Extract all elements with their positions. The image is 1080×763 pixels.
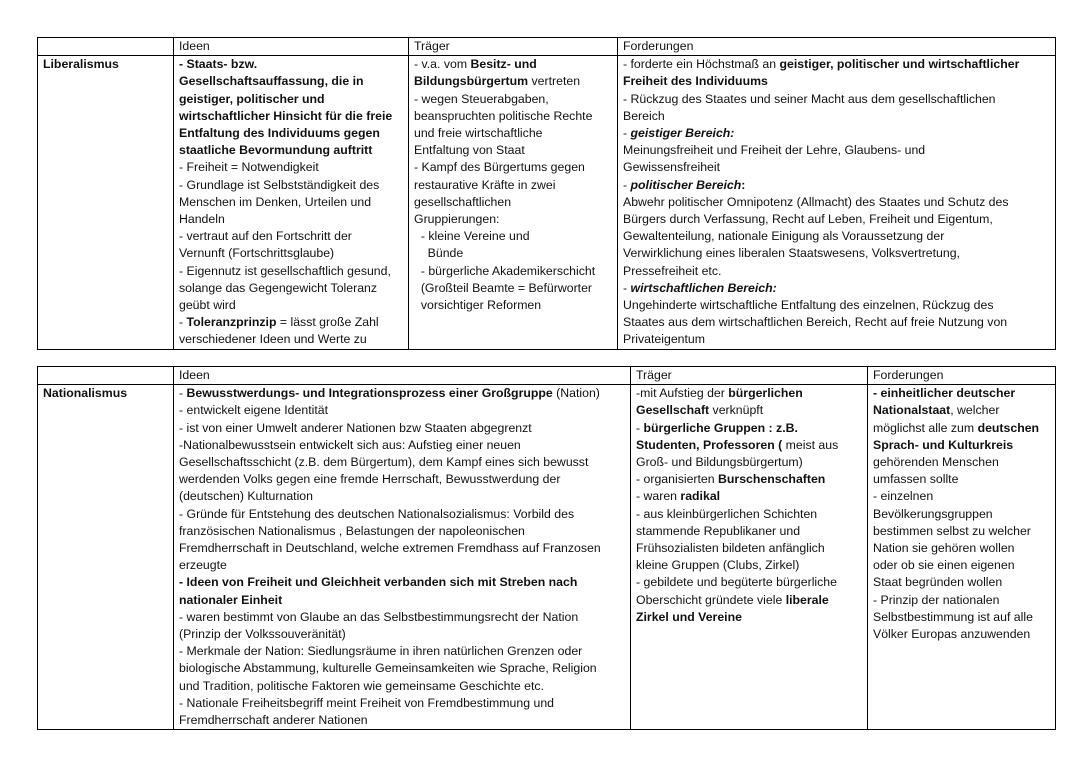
cell-text-line xyxy=(179,488,625,505)
text-segment: (deutschen) Kulturnation xyxy=(179,489,313,504)
text-segment: -mit Aufstieg der xyxy=(636,386,729,401)
text-segment: Besitz- und xyxy=(470,57,537,72)
cell-text-line xyxy=(414,297,612,314)
cell-text-line xyxy=(414,280,612,297)
text-segment: - Merkmale der Nation: Siedlungsräume in ihren natürlichen Grenzen oder xyxy=(179,644,583,659)
text-segment: Handeln xyxy=(179,212,225,227)
cell-text-line xyxy=(179,125,403,142)
text-segment: - xyxy=(179,386,187,401)
cell-text-line xyxy=(873,437,1050,454)
text-segment: - xyxy=(179,315,187,330)
cell-text-line xyxy=(179,695,625,712)
text-segment: Vernunft (Fortschrittsglaube) xyxy=(179,246,335,261)
text-segment: - v.a. vom xyxy=(414,57,471,72)
text-segment: Studenten, Professoren ( xyxy=(636,437,783,452)
cell-text-line xyxy=(636,420,862,437)
cell-text-line xyxy=(179,592,625,609)
text-segment: gehörenden Menschen xyxy=(873,455,999,470)
text-segment: erzeugte xyxy=(179,558,227,573)
cell-text-line xyxy=(636,540,862,557)
text-segment: geistiger, politischer und xyxy=(179,91,325,106)
cell-text-line xyxy=(179,420,625,437)
cell-text-line xyxy=(179,263,403,280)
cell-text-line xyxy=(414,125,612,142)
text-segment: Pressefreiheit etc. xyxy=(623,263,722,278)
text-segment: - aus kleinbürgerlichen Schichten xyxy=(636,506,818,521)
text-segment: Bewusstwerdungs- und Integrationsprozess einer Großgruppe xyxy=(186,386,553,401)
cell-text-line xyxy=(414,263,612,280)
text-segment: verschiedener Ideen und Werte zu xyxy=(179,332,367,347)
cell-text-line xyxy=(414,245,612,262)
header-forderungen: Forderungen xyxy=(868,367,1056,385)
cell-text-line xyxy=(179,108,403,125)
text-segment: Abwehr politischer Omnipotenz (Allmacht) des Staates und Schutz des xyxy=(623,194,1009,209)
text-segment: - Grundlage ist Selbstständigkeit des xyxy=(179,177,380,192)
text-segment: politischer Bereich xyxy=(630,177,742,192)
text-segment: Toleranzprinzip xyxy=(186,315,277,330)
cell-text-line xyxy=(636,506,862,523)
cell-text-line xyxy=(179,314,403,331)
cell-text-line xyxy=(179,245,403,262)
cell-text-line xyxy=(179,643,625,660)
table-row xyxy=(38,385,1056,730)
text-segment: - forderte ein Höchstmaß an xyxy=(623,57,780,72)
text-segment: Freiheit des Individuums xyxy=(623,74,768,89)
header-cell-empty xyxy=(38,367,174,385)
cell-text-line xyxy=(414,91,612,108)
cell-text-line xyxy=(623,263,1050,280)
liberalismus-forderungen-cell xyxy=(618,56,1056,349)
text-segment: Nationalstaat xyxy=(873,403,951,418)
cell-text-line xyxy=(414,211,612,228)
cell-text-line xyxy=(414,56,612,73)
cell-text-line xyxy=(179,56,403,73)
text-segment: Bevölkerungsgruppen xyxy=(873,506,993,521)
cell-text-line xyxy=(414,228,612,245)
text-segment: französischen Nationalismus , Belastungen der napoleonischen xyxy=(179,523,525,538)
text-segment: bürgerlichen xyxy=(728,386,803,401)
cell-text-line xyxy=(414,194,612,211)
cell-text-line xyxy=(623,280,1050,297)
cell-text-line xyxy=(873,488,1050,505)
text-segment: - Nationale Freiheitsbegriff meint Freiheit von Fremdbestimmung und xyxy=(179,695,554,710)
cell-text-line xyxy=(873,385,1050,402)
cell-text-line xyxy=(179,609,625,626)
text-segment: Menschen im Denken, Urteilen und xyxy=(179,194,372,209)
cell-text-line xyxy=(623,331,1050,348)
cell-text-line xyxy=(636,523,862,540)
text-segment: Staat begründen wollen xyxy=(873,575,1003,590)
text-segment: - einheitlicher deutscher xyxy=(873,386,1016,401)
cell-text-line xyxy=(179,280,403,297)
text-segment: wirtschaftlichen Bereich: xyxy=(630,280,777,295)
nationalismus-traeger-cell xyxy=(631,385,868,730)
cell-text-line xyxy=(623,73,1050,90)
text-segment: nationaler Einheit xyxy=(179,592,283,607)
cell-text-line xyxy=(414,142,612,159)
text-segment: - Kampf des Bürgertums gegen xyxy=(414,160,585,175)
row-label-liberalismus: Liberalismus xyxy=(38,56,174,349)
cell-text-line xyxy=(179,331,403,348)
text-segment: - organisierten xyxy=(636,472,719,487)
cell-text-line xyxy=(636,574,862,591)
cell-text-line xyxy=(623,91,1050,108)
cell-text-line xyxy=(636,454,862,471)
text-segment: Selbstbestimmung ist auf alle xyxy=(873,609,1033,624)
cell-text-line xyxy=(873,540,1050,557)
text-segment: kleine Gruppen (Clubs, Zirkel) xyxy=(636,558,800,573)
cell-text-line xyxy=(873,592,1050,609)
text-segment: - gebildete und begüterte bürgerliche xyxy=(636,575,837,590)
cell-text-line xyxy=(623,125,1050,142)
text-segment: Bürgers durch Verfassung, Recht auf Leben, Freiheit und Eigentum, xyxy=(623,212,993,227)
nationalismus-ideen-cell xyxy=(174,385,631,730)
text-segment: - Gründe für Entstehung des deutschen Nationalsozialismus: Vorbild des xyxy=(179,506,575,521)
text-segment: wirtschaftlicher Hinsicht für die freie xyxy=(179,108,393,123)
text-segment: Groß- und Bildungsbürgertum) xyxy=(636,455,803,470)
cell-text-line xyxy=(873,454,1050,471)
text-segment: - einzelnen xyxy=(873,489,934,504)
cell-text-line xyxy=(873,557,1050,574)
text-segment: - wegen Steuerabgaben, xyxy=(414,91,549,106)
text-segment: radikal xyxy=(680,489,721,504)
text-segment: = lässt große Zahl xyxy=(276,315,379,330)
text-segment: bestimmen selbst zu welcher xyxy=(873,523,1031,538)
cell-text-line xyxy=(636,471,862,488)
text-segment: - bürgerliche Akademikerschicht xyxy=(414,263,596,278)
cell-text-line xyxy=(179,712,625,729)
text-segment: Gesellschaftsauffassung, die in xyxy=(179,74,364,89)
header-ideen: Ideen xyxy=(174,38,409,56)
text-segment: meist aus xyxy=(782,437,839,452)
text-segment: Meinungsfreiheit und Freiheit der Lehre, Glaubens- und xyxy=(623,143,926,158)
cell-text-line xyxy=(179,228,403,245)
text-segment: Entfaltung von Staat xyxy=(414,143,525,158)
cell-text-line xyxy=(623,245,1050,262)
cell-text-line xyxy=(179,297,403,314)
header-ideen: Ideen xyxy=(174,367,631,385)
text-segment: Bünde xyxy=(414,246,464,261)
cell-text-line xyxy=(873,626,1050,643)
cell-text-line xyxy=(636,402,862,419)
header-traeger: Träger xyxy=(631,367,868,385)
text-segment: Völker Europas anzuwenden xyxy=(873,627,1031,642)
text-segment: - xyxy=(623,177,631,192)
cell-text-line xyxy=(873,609,1050,626)
cell-text-line xyxy=(179,194,403,211)
text-segment: Gruppierungen: xyxy=(414,212,500,227)
liberalismus-traeger-cell xyxy=(409,56,618,349)
cell-text-line xyxy=(179,471,625,488)
text-segment: Burschenschaften xyxy=(718,472,826,487)
cell-text-line xyxy=(636,488,862,505)
header-forderungen: Forderungen xyxy=(618,38,1056,56)
text-segment: Gewissensfreiheit xyxy=(623,160,721,175)
cell-text-line xyxy=(873,471,1050,488)
cell-text-line xyxy=(179,454,625,471)
text-segment: Staates aus dem wirtschaftlichen Bereich, Recht auf freie Nutzung von xyxy=(623,315,1008,330)
cell-text-line xyxy=(636,557,862,574)
cell-text-line xyxy=(179,402,625,419)
text-segment: : xyxy=(741,177,746,192)
header-traeger: Träger xyxy=(409,38,618,56)
cell-text-line xyxy=(623,194,1050,211)
cell-text-line xyxy=(179,540,625,557)
cell-text-line xyxy=(179,91,403,108)
nationalismus-forderungen-cell xyxy=(868,385,1056,730)
text-segment: - Eigennutz ist gesellschaftlich gesund, xyxy=(179,263,391,278)
text-segment: (Nation) xyxy=(552,386,600,401)
text-segment: Bildungsbürgertum xyxy=(414,74,529,89)
text-segment: - kleine Vereine und xyxy=(414,229,530,244)
text-segment: , welcher xyxy=(950,403,1000,418)
text-segment: Oberschicht gründete viele xyxy=(636,592,786,607)
cell-text-line xyxy=(873,574,1050,591)
text-segment: geistiger Bereich: xyxy=(630,126,735,141)
text-segment: geistiger, politischer und wirtschaftlicher xyxy=(779,57,1020,72)
text-segment: bürgerliche Gruppen : z.B. xyxy=(643,420,798,435)
text-segment: - xyxy=(636,420,644,435)
text-segment: möglichst alle zum xyxy=(873,420,978,435)
text-segment: - waren xyxy=(636,489,681,504)
cell-text-line xyxy=(179,437,625,454)
cell-text-line xyxy=(179,678,625,695)
cell-text-line xyxy=(636,385,862,402)
text-segment: vertreten xyxy=(528,74,581,89)
text-segment: Privateigentum xyxy=(623,332,706,347)
row-label-nationalismus: Nationalismus xyxy=(38,385,174,730)
cell-text-line xyxy=(873,523,1050,540)
text-segment: - entwickelt eigene Identität xyxy=(179,403,329,418)
text-segment: solange das Gegengewicht Toleranz xyxy=(179,280,378,295)
cell-text-line xyxy=(623,142,1050,159)
cell-text-line xyxy=(179,142,403,159)
cell-text-line xyxy=(179,557,625,574)
cell-text-line xyxy=(179,660,625,677)
text-segment: - waren bestimmt von Glaube an das Selbstbestimmungsrecht der Nation xyxy=(179,609,579,624)
table-row xyxy=(38,56,1056,349)
text-segment: vorsichtiger Reformen xyxy=(414,298,542,313)
cell-text-line xyxy=(179,574,625,591)
cell-text-line xyxy=(623,177,1050,194)
header-cell-empty xyxy=(38,38,174,56)
cell-text-line xyxy=(414,73,612,90)
text-segment: - xyxy=(623,126,631,141)
cell-text-line xyxy=(636,592,862,609)
cell-text-line xyxy=(179,385,625,402)
cell-text-line xyxy=(179,506,625,523)
text-segment: Gesellschaftsschicht (z.B. dem Bürgertum), dem Kampf eines sich bewusst xyxy=(179,455,589,470)
text-segment: verknüpft xyxy=(709,403,764,418)
text-segment: liberale xyxy=(785,592,829,607)
text-segment: Bereich xyxy=(623,108,665,123)
cell-text-line xyxy=(636,437,862,454)
cell-text-line xyxy=(179,177,403,194)
table-header-row xyxy=(38,367,1056,385)
text-segment: oder ob sie einen eigenen xyxy=(873,558,1015,573)
cell-text-line xyxy=(179,523,625,540)
text-segment: und Tradition, politische Faktoren wie gemeinsame Geschichte etc. xyxy=(179,678,544,693)
cell-text-line xyxy=(623,228,1050,245)
text-segment: werdenden Volks gegen eine fremde Herrschaft, Bewusstwerdung der xyxy=(179,472,561,487)
cell-text-line xyxy=(623,56,1050,73)
text-segment: restaurative Kräfte in zwei xyxy=(414,177,556,192)
cell-text-line xyxy=(414,108,612,125)
cell-text-line xyxy=(414,159,612,176)
cell-text-line xyxy=(636,609,862,626)
cell-text-line xyxy=(873,402,1050,419)
cell-text-line xyxy=(179,73,403,90)
text-segment: Sprach- und Kulturkreis xyxy=(873,437,1014,452)
text-segment: - ist von einer Umwelt anderer Nationen bzw Staaten abgegrenzt xyxy=(179,420,532,435)
text-segment: gesellschaftlichen xyxy=(414,194,512,209)
text-segment: - Rückzug des Staates und seiner Macht aus dem gesellschaftlichen xyxy=(623,91,996,106)
text-segment: Gesellschaft xyxy=(636,403,710,418)
text-segment: -Nationalbewusstsein entwickelt sich aus: Aufstieg einer neuen xyxy=(179,437,521,452)
text-segment: umfassen sollte xyxy=(873,472,959,487)
text-segment: Fremdherrschaft in Deutschland, welche extremen Fremdhass auf Franzosen xyxy=(179,541,601,556)
liberalismus-ideen-cell xyxy=(174,56,409,349)
text-segment: (Prinzip der Volkssouveränität) xyxy=(179,627,346,642)
text-segment: - Freiheit = Notwendigkeit xyxy=(179,160,319,175)
cell-text-line xyxy=(873,506,1050,523)
text-segment: Entfaltung des Individuums gegen xyxy=(179,126,380,141)
text-segment: deutschen xyxy=(977,420,1040,435)
cell-text-line xyxy=(623,297,1050,314)
cell-text-line xyxy=(414,177,612,194)
text-segment: Nation sie gehören wollen xyxy=(873,541,1015,556)
text-segment: Verwirklichung eines liberalen Staatswesens, Volksvertretung, xyxy=(623,246,960,261)
text-segment: Zirkel und Vereine xyxy=(636,609,742,624)
cell-text-line xyxy=(623,159,1050,176)
text-segment: - Prinzip der nationalen xyxy=(873,592,1000,607)
cell-text-line xyxy=(179,159,403,176)
text-segment: - Staats- bzw. xyxy=(179,57,258,72)
cell-text-line xyxy=(623,314,1050,331)
text-segment: Fremdherrschaft anderer Nationen xyxy=(179,713,368,728)
cell-text-line xyxy=(623,108,1050,125)
text-segment: geübt wird xyxy=(179,298,236,313)
text-segment: - xyxy=(623,280,631,295)
text-segment: und freie wirtschaftliche xyxy=(414,126,543,141)
text-segment: - vertraut auf den Fortschritt der xyxy=(179,229,352,244)
text-segment: staatliche Bevormundung auftritt xyxy=(179,143,373,158)
nationalismus-table xyxy=(37,366,1056,730)
text-segment: - Ideen von Freiheit und Gleichheit verbanden sich mit Streben nach xyxy=(179,575,578,590)
text-segment: stammende Republikaner und xyxy=(636,523,801,538)
text-segment: Ungehinderte wirtschaftliche Entfaltung des einzelnen, Rückzug des xyxy=(623,298,994,313)
text-segment: (Großteil Beamte = Befürworter xyxy=(414,280,593,295)
liberalismus-table xyxy=(37,37,1056,350)
text-segment: Gewaltenteilung, nationale Einigung als Voraussetzung der xyxy=(623,229,945,244)
cell-text-line xyxy=(179,211,403,228)
text-segment: biologische Abstammung, kulturelle Gemeinsamkeiten wie Sprache, Religion xyxy=(179,661,597,676)
text-segment: beanspruchten politische Rechte xyxy=(414,108,593,123)
cell-text-line xyxy=(623,211,1050,228)
text-segment: Frühsozialisten bildeten anfänglich xyxy=(636,541,825,556)
cell-text-line xyxy=(179,626,625,643)
table-header-row xyxy=(38,38,1056,56)
cell-text-line xyxy=(873,420,1050,437)
